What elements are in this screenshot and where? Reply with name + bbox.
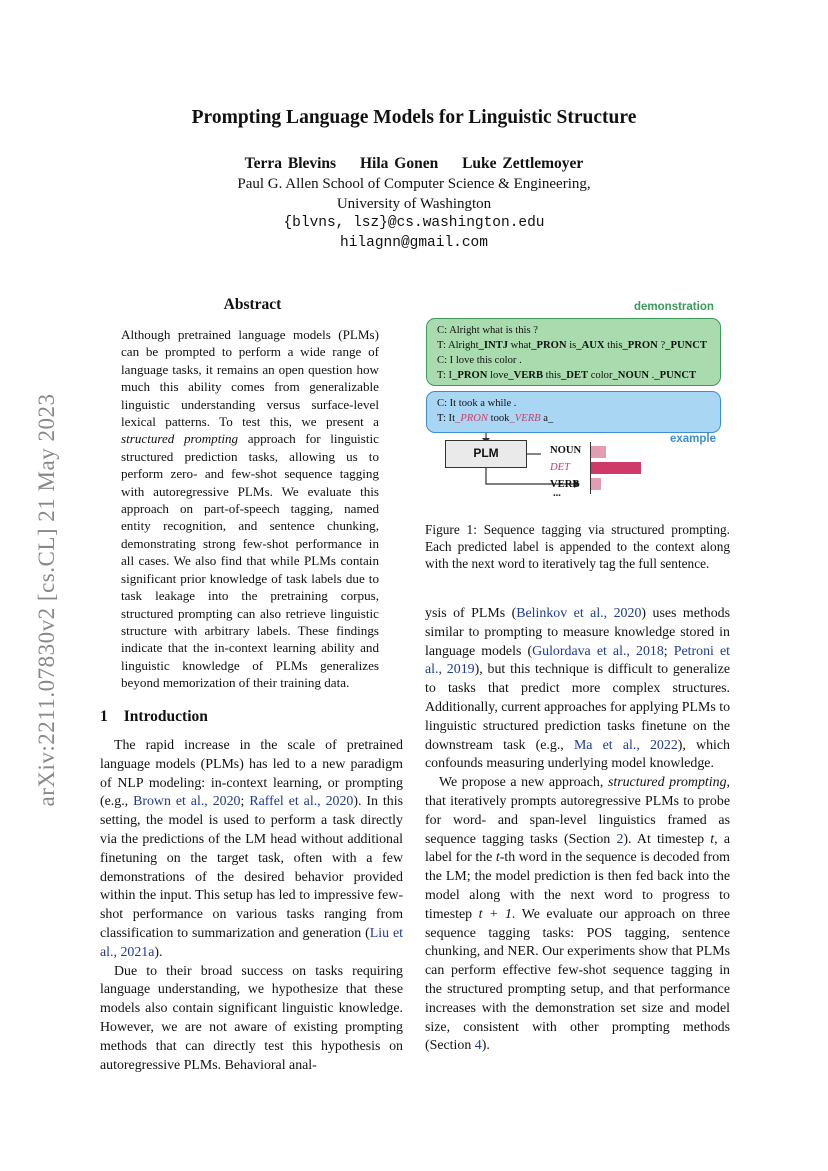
text: , that iteratively prompts autoregressive PLMs to probe for word- and span-level linguistics framed as sequence tagging tasks (Section xyxy=(425,775,730,847)
bar-verb xyxy=(591,478,601,490)
section-link[interactable]: 4 xyxy=(474,1038,482,1054)
word-token: love xyxy=(487,370,509,381)
intro-left-column xyxy=(100,737,403,1075)
abstract-part: approach for linguistic structured prediction tasks, allowing us to perform zero- and few-shot sequence tagging with autoregressive PLMs. We evaluate this approach on part-of-speech tagging, named entity recognition, and sentence chunking, demonstrating strong few-shot performance in all cases. We also find that while PLMs contain significant prior knowledge of task labels due to task leakage into the pretraining corpus, structured prompting can also retrieve linguistic structure with arbitrary labels. These findings indicate that the in-context learning ability and linguistic knowledge of PLMs generalizes beyond memorization of their training data. xyxy=(121,431,379,691)
bar-det xyxy=(591,462,641,474)
citation-link[interactable]: Petroni et al., 2019 xyxy=(425,643,731,678)
tag-token: _NOUN xyxy=(612,370,649,381)
text: ; xyxy=(663,643,674,659)
example-label: example xyxy=(670,433,717,445)
tag-token: _PUNCT xyxy=(654,370,697,381)
tag-token: _PRON xyxy=(622,340,658,351)
demonstration-lines xyxy=(437,323,707,383)
text: ; xyxy=(240,794,250,810)
arxiv-stamp: arXiv:2211.07830v2 [cs.CL] 21 May 2023 xyxy=(34,393,59,807)
tag-token: _PRON xyxy=(455,413,488,424)
tag-token: _PRON xyxy=(531,340,567,351)
word-token: is xyxy=(566,340,577,351)
math-expr: t + 1 xyxy=(478,906,512,922)
word-token: what xyxy=(508,340,532,351)
word-token: T: It xyxy=(437,413,456,424)
author-name: Hila Gonen xyxy=(359,155,439,172)
author-list xyxy=(0,155,828,173)
tag-token: _VERB xyxy=(509,413,541,424)
word-token: took xyxy=(487,413,510,424)
tagged-line xyxy=(437,338,707,353)
paragraph: Due to their broad success on tasks requiring language understanding, we hypothesize that these models also contain significant linguistic knowledge. However, we are not aware of existing prompting methods that can directly test this hypothesis on autoregressive PLMs. Behavioral anal- xyxy=(100,963,403,1073)
email-line: hilagnn@gmail.com xyxy=(340,234,488,251)
text: ). At timestep xyxy=(623,831,711,847)
affiliation-line: Paul G. Allen School of Computer Science & Engineering, xyxy=(237,176,591,192)
paragraph xyxy=(425,774,730,1056)
word-token: ? xyxy=(657,340,666,351)
word-token: this xyxy=(604,340,623,351)
paragraph xyxy=(100,737,403,963)
text: -th word in the sequence is decoded from the LM; the model prediction is then fed back into the model along with the next word to progress to timestep xyxy=(425,850,730,922)
word-token: color xyxy=(588,370,613,381)
section-number: 1 xyxy=(100,708,108,725)
context-line: C: I love this color . xyxy=(437,355,522,366)
text: ). xyxy=(481,1038,490,1054)
text: ) uses methods similar to prompting to measure knowledge stored in language models ( xyxy=(425,606,730,659)
text: ). In this setting, the model is used to perform a task directly via the predictions of the LM head without additional finetuning on the target task, often with a few demonstrations of the desired behavior provided within the input. This setup has led to impressive few-shot performance on various tasks ranging from classification to summarization and generation ( xyxy=(100,794,403,941)
figure-caption: Figure 1: Sequence tagging via structured prompting. Each predicted label is appended to the context along with the next word to iteratively tag the full sentence. xyxy=(425,522,730,571)
citation-link[interactable]: Liu et al., 2021a xyxy=(100,925,403,960)
example-box xyxy=(426,391,721,433)
citation-link[interactable]: Brown et al., 2020 xyxy=(133,794,241,810)
paper-title: Prompting Language Models for Linguistic Structure xyxy=(191,107,637,128)
abstract-text xyxy=(121,326,379,692)
emphasis: structured prompting xyxy=(607,775,727,791)
text: , a label for the xyxy=(425,831,730,866)
word-token: a_ xyxy=(540,413,554,424)
abstract-heading: Abstract xyxy=(223,296,282,313)
text: . We evaluate our approach on three sequence tagging tasks: POS tagging, sentence chunking, and NER. Our experiments show that PLMs can perform effective few-shot sequence tagging in the structured prompting setup, and that performance increases with the demonstration set size and model size, consistent with other prompting methods (Section xyxy=(425,906,730,1054)
abstract-emphasis: structured prompting xyxy=(121,431,239,447)
text: ), but this technique is difficult to generalize to tasks that predict more complex structures. Additionally, current approaches for applying PLMs to linguistic structured prediction tasks finetune on the downstream task (e.g., xyxy=(425,662,731,753)
section-title: Introduction xyxy=(123,708,208,725)
tagged-line xyxy=(437,411,553,426)
tagged-line xyxy=(437,368,707,383)
tag-token: _PRON xyxy=(452,370,488,381)
word-token: T: I xyxy=(437,370,453,381)
context-line: C: Alright what is this ? xyxy=(437,325,538,336)
tag-token: _PUNCT xyxy=(665,340,707,351)
intro-right-column xyxy=(425,605,730,1056)
affiliation-block xyxy=(0,175,828,253)
affiliation-line: University of Washington xyxy=(336,195,492,212)
math-var: t xyxy=(710,831,715,847)
label-noun: NOUN xyxy=(550,445,582,456)
label-det: DET xyxy=(550,462,571,473)
email-line: {blvns, lsz}@cs.washington.edu xyxy=(283,215,545,231)
citation-link[interactable]: Raffel et al., 2020 xyxy=(249,794,354,810)
author-name: Luke Zettlemoyer xyxy=(462,155,584,172)
text: We propose a new approach, xyxy=(439,775,608,791)
text: ), which confounds measuring underlying model knowledge. xyxy=(425,737,730,772)
citation-link[interactable]: Ma et al., 2022 xyxy=(573,737,678,753)
label-verb: VERB xyxy=(550,479,580,490)
text: ysis of PLMs ( xyxy=(425,606,517,621)
tag-token: _DET xyxy=(560,370,589,381)
tag-token: _INTJ xyxy=(478,340,508,351)
citation-link[interactable]: Belinkov et al., 2020 xyxy=(516,606,642,621)
demonstration-label: demonstration xyxy=(634,301,714,313)
tag-token: _AUX xyxy=(576,340,605,351)
word-token: . xyxy=(649,370,655,381)
demonstration-box xyxy=(426,318,721,386)
citation-link[interactable]: Gulordava et al., 2018 xyxy=(532,643,664,659)
section-link[interactable]: 2 xyxy=(616,831,624,847)
abstract-part: Although pretrained language models (PLMs) can be prompted to perform a wide range of language tasks, it remains an open question how much this ability comes from generalizable linguistic understanding versus surface-level lexical patterns. To test this, we present a xyxy=(121,327,379,430)
text: ). xyxy=(154,944,163,960)
plm-box: PLM xyxy=(445,440,527,468)
paragraph xyxy=(425,605,730,774)
context-line: C: It took a while . xyxy=(437,398,517,409)
author-name: Terra Blevins xyxy=(244,155,337,172)
tag-token: _VERB xyxy=(508,370,544,381)
word-token: this xyxy=(543,370,561,381)
example-lines xyxy=(437,396,553,426)
word-token: T: Alright xyxy=(437,340,479,351)
section-heading xyxy=(100,708,208,726)
math-var: t xyxy=(495,850,500,866)
label-ellipsis: ... xyxy=(553,488,561,499)
text: The rapid increase in the scale of pretrained language models (PLMs) has led to a new paradigm of NLP modeling: in-context learning, or prompting (e.g., xyxy=(100,738,403,810)
bar-noun xyxy=(591,446,606,458)
